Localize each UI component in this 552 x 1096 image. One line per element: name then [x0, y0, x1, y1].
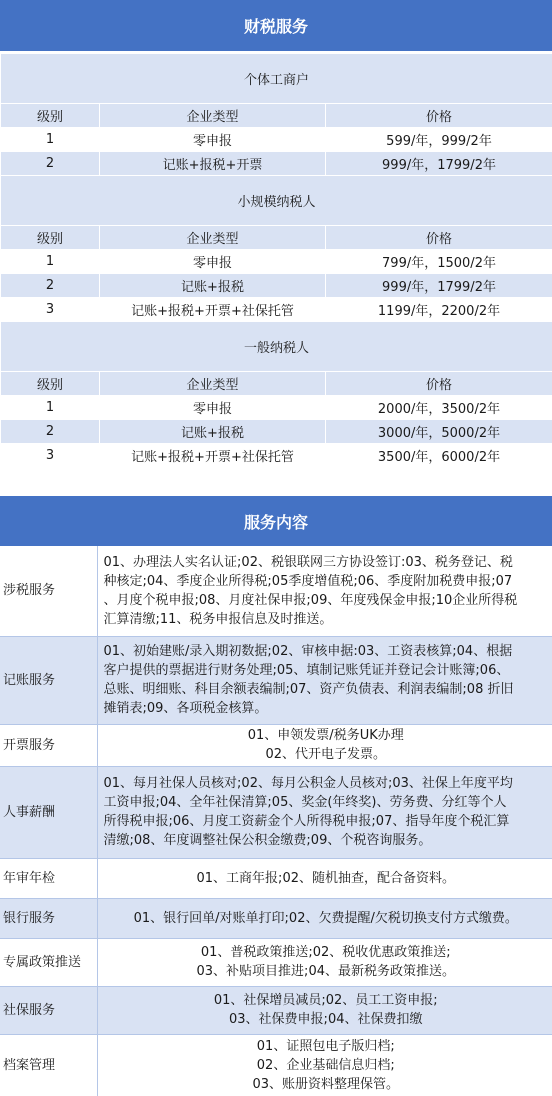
spacer-cell [100, 468, 326, 490]
service-line: 02、代开电子发票。 [265, 747, 387, 762]
service-line: 03、补贴项目推进;04、最新税务政策推送。 [196, 964, 455, 979]
service-line: 01、初始建账/录入期初数据;02、审核申据:03、工资表核算;04、根据 [103, 644, 513, 659]
level-cell: 2 [1, 420, 100, 444]
type-cell: 零申报 [100, 128, 326, 152]
type-header: 企业类型 [100, 226, 326, 250]
service-row [0, 938, 552, 986]
service-row [0, 766, 552, 858]
service-line: 01、申领发票/税务UK办理 [247, 728, 404, 743]
tier-title-row [1, 176, 552, 226]
price-cell: 2000/年，3500/2年 [326, 396, 552, 420]
service-line: 客户提供的票据进行财务处理;05、填制记账凭证并登记会计账簿;06、 [103, 663, 510, 678]
service-line: 01、每月社保人员核对;02、每月公积金人员核对;03、社保上年度平均 [103, 776, 513, 791]
level-cell: 3 [1, 298, 100, 322]
tier-price-row [1, 152, 552, 176]
service-line: 种核定;04、季度企业所得税;05季度增值税;06、季度附加税费申报;07 [103, 573, 513, 589]
service-line: 03、社保费申报;04、社保费扣缴 [229, 1012, 423, 1027]
service-line: 汇算清缴;11、税务申报信息及时推送。 [103, 611, 333, 627]
service-line: 所得税申报;06、月度工资薪金个人所得税申报;07、指导年度个税汇算 [103, 814, 510, 829]
tier-price-row [1, 298, 552, 322]
service-row [0, 858, 552, 898]
level-cell: 1 [1, 396, 100, 420]
level-cell: 2 [1, 152, 100, 176]
type-cell: 记账+报税 [100, 420, 326, 444]
service-row [0, 986, 552, 1034]
price-header: 价格 [326, 372, 552, 396]
pricing-table [0, 53, 552, 490]
service-description [97, 858, 552, 898]
tier-title: 个体工商户 [1, 54, 552, 104]
type-cell: 零申报 [100, 250, 326, 274]
tier-header-row [1, 226, 552, 250]
tier-title-row [1, 322, 552, 372]
price-header: 价格 [326, 104, 552, 128]
type-header: 企业类型 [100, 372, 326, 396]
level-cell: 3 [1, 444, 100, 468]
level-cell: 1 [1, 250, 100, 274]
price-cell: 999/年，1799/2年 [326, 152, 552, 176]
tier-price-row [1, 444, 552, 468]
service-name: 开票服务 [0, 724, 97, 766]
services-banner-title: 服务内容 [243, 512, 308, 532]
service-description [97, 986, 552, 1034]
level-header: 级别 [1, 104, 100, 128]
level-cell: 2 [1, 274, 100, 298]
service-line: 02、企业基础信息归档; [256, 1057, 395, 1073]
tier-title: 一般纳税人 [1, 322, 552, 372]
service-line: 01、工商年报;02、随机抽查，配合备资料。 [196, 870, 455, 886]
tier-title: 小规模纳税人 [1, 176, 552, 226]
service-name: 档案管理 [0, 1034, 97, 1096]
level-header: 级别 [1, 226, 100, 250]
service-description [97, 898, 552, 938]
service-line: 01、普税政策推送;02、税收优惠政策推送; [200, 945, 451, 960]
price-cell: 3000/年，5000/2年 [326, 420, 552, 444]
service-description [97, 636, 552, 724]
tier-title-row [1, 54, 552, 104]
service-line: 03、账册资料整理保管。 [252, 1076, 400, 1092]
top-banner [0, 0, 552, 51]
service-line: 01、社保增员减员;02、员工工资申报; [213, 993, 438, 1008]
service-line: 01、证照包电子版归档; [256, 1038, 395, 1054]
service-name: 涉税服务 [0, 546, 97, 636]
top-banner-title: 财税服务 [243, 17, 308, 36]
service-name: 年审年检 [0, 858, 97, 898]
service-name: 专属政策推送 [0, 938, 97, 986]
type-cell: 记账+报税+开票+社保托管 [100, 298, 326, 322]
service-description [97, 766, 552, 858]
tier-price-row [1, 420, 552, 444]
services-table [0, 546, 552, 1096]
service-name: 记账服务 [0, 636, 97, 724]
tier-price-row [1, 250, 552, 274]
type-cell: 记账+报税 [100, 274, 326, 298]
service-row [0, 898, 552, 938]
service-line: 01、办理法人实名认证;02、税银联网三方协设签订:03、税务登记、税 [103, 554, 513, 570]
service-line: 总账、明细账、科目余额表编制;07、资产负债表、利润表编制;08 折旧 [103, 682, 514, 697]
tier-header-row [1, 104, 552, 128]
price-header: 价格 [326, 226, 552, 250]
service-line: 工资申报;04、全年社保清算;05、奖金(年终奖)、劳务费、分红等个人 [103, 795, 507, 810]
service-row [0, 546, 552, 636]
spacer-row [1, 468, 552, 490]
type-header: 企业类型 [100, 104, 326, 128]
tier-header-row [1, 372, 552, 396]
price-cell: 3500/年，6000/2年 [326, 444, 552, 468]
service-description [97, 724, 552, 766]
service-line: 、月度个税申报;08、月度社保申报;09、年度残保金申报;10企业所得税 [103, 592, 518, 608]
service-row [0, 636, 552, 724]
service-line: 01、银行回单/对账单打印;02、欠费提醒/欠税切换支付方式缴费。 [133, 910, 518, 926]
spacer-cell [1, 468, 100, 490]
level-cell: 1 [1, 128, 100, 152]
price-cell: 999/年，1799/2年 [326, 274, 552, 298]
tier-price-row [1, 396, 552, 420]
tier-price-row [1, 274, 552, 298]
service-line: 摊销表;09、各项税金核算。 [103, 701, 268, 716]
services-banner [0, 496, 552, 546]
service-description [97, 1034, 552, 1096]
level-header: 级别 [1, 372, 100, 396]
service-description [97, 546, 552, 636]
tier-price-row [1, 128, 552, 152]
service-name: 社保服务 [0, 986, 97, 1034]
price-cell: 599/年，999/2年 [326, 128, 552, 152]
service-row [0, 724, 552, 766]
type-cell: 零申报 [100, 396, 326, 420]
service-name: 银行服务 [0, 898, 97, 938]
service-description [97, 938, 552, 986]
service-row [0, 1034, 552, 1096]
type-cell: 记账+报税+开票+社保托管 [100, 444, 326, 468]
service-name: 人事薪酬 [0, 766, 97, 858]
spacer-cell [326, 468, 552, 490]
price-cell: 1199/年，2200/2年 [326, 298, 552, 322]
service-line: 清缴;08、年度调整社保公积金缴费;09、个税咨询服务。 [103, 833, 432, 848]
price-cell: 799/年，1500/2年 [326, 250, 552, 274]
type-cell: 记账+报税+开票 [100, 152, 326, 176]
